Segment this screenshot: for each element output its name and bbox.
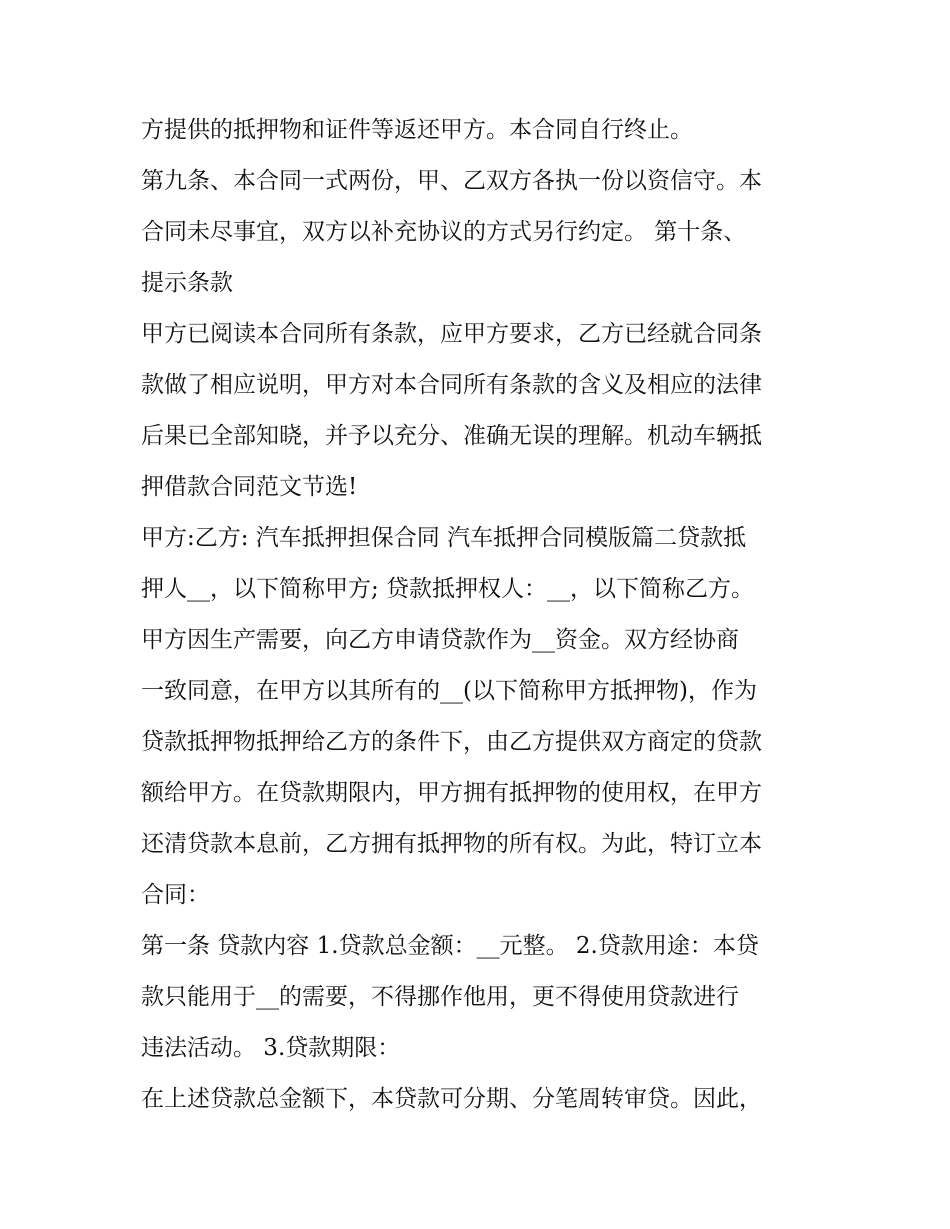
text-line: 第一条 贷款内容 1.贷款总金额：__元整。 2.贷款用途：本贷 bbox=[141, 933, 759, 959]
text-line: 违法活动。 3.贷款期限： bbox=[141, 1035, 401, 1061]
text-line: 方提供的抵押物和证件等返还甲方。本合同自行终止。 bbox=[141, 117, 693, 143]
text-line: 一致同意，在甲方以其所有的__(以下简称甲方抵押物)，作为 bbox=[141, 678, 757, 704]
text-line: 押借款合同范文节选! bbox=[141, 474, 358, 500]
text-line: 后果已全部知晓，并予以充分、准确无误的理解。机动车辆抵 bbox=[141, 423, 762, 449]
text-line: 押人__，以下简称甲方; 贷款抵押权人：__，以下简称乙方。 bbox=[141, 576, 755, 602]
text-line: 甲方因生产需要，向乙方申请贷款作为__资金。双方经协商 bbox=[141, 627, 739, 653]
text-line: 贷款抵押物抵押给乙方的条件下，由乙方提供双方商定的贷款 bbox=[141, 729, 762, 755]
document-body bbox=[141, 108, 831, 1128]
text-line: 第九条、本合同一式两份，甲、乙双方各执一份以资信守。本 bbox=[141, 168, 762, 194]
text-line: 款只能用于__的需要，不得挪作他用，更不得使用贷款进行 bbox=[141, 984, 739, 1010]
text-line: 提示条款 bbox=[141, 270, 233, 296]
text-line: 额给甲方。在贷款期限内，甲方拥有抵押物的使用权，在甲方 bbox=[141, 780, 762, 806]
text-line: 合同： bbox=[141, 882, 210, 908]
text-line: 合同未尽事宜，双方以补充协议的方式另行约定。 第十条、 bbox=[141, 219, 747, 245]
text-line: 甲方:乙方: 汽车抵押担保合同 汽车抵押合同模版篇二贷款抵 bbox=[141, 525, 747, 551]
text-line: 在上述贷款总金额下，本贷款可分期、分笔周转审贷。因此， bbox=[141, 1086, 762, 1112]
text-line: 还清贷款本息前，乙方拥有抵押物的所有权。为此，特订立本 bbox=[141, 831, 762, 857]
text-line: 甲方已阅读本合同所有条款，应甲方要求，乙方已经就合同条 bbox=[141, 321, 762, 347]
text-line: 款做了相应说明，甲方对本合同所有条款的含义及相应的法律 bbox=[141, 372, 762, 398]
